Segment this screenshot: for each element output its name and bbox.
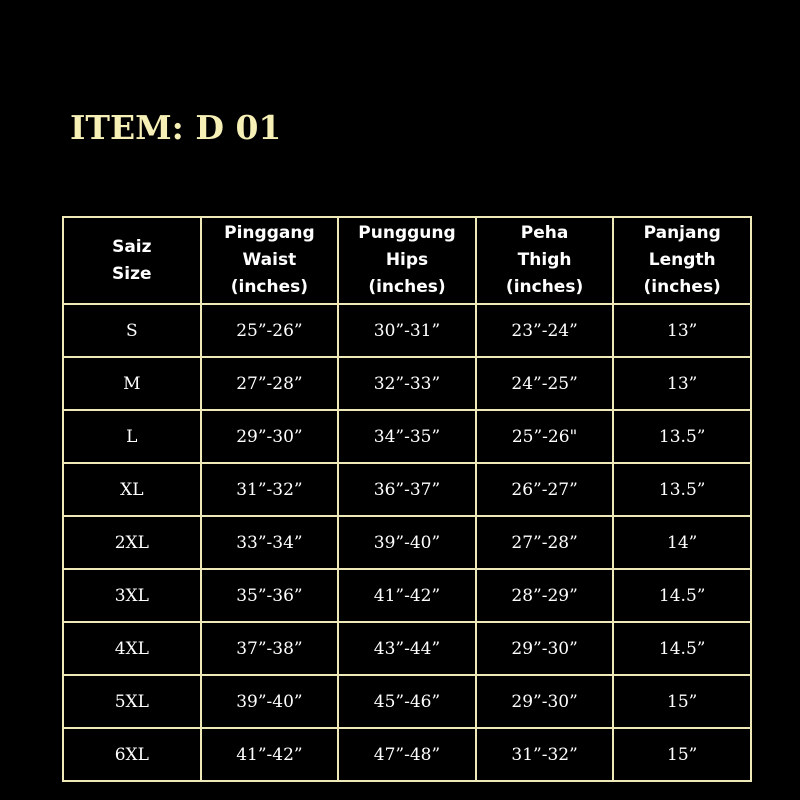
- cell-thigh: 28”-29”: [476, 569, 614, 622]
- cell-size: 3XL: [63, 569, 201, 622]
- header-label: Panjang: [643, 223, 721, 243]
- header-label: Saiz: [112, 236, 152, 257]
- cell-length: 13”: [613, 304, 751, 357]
- cell-thigh: 29”-30”: [476, 675, 614, 728]
- cell-thigh: 26”-27”: [476, 463, 614, 516]
- header-size: [63, 217, 201, 304]
- cell-hips: 30”-31”: [338, 304, 476, 357]
- header-label: Pinggang: [224, 223, 315, 243]
- cell-waist: 25”-26”: [201, 304, 339, 357]
- header-label: Thigh: [517, 250, 572, 270]
- cell-size: 6XL: [63, 728, 201, 781]
- cell-waist: 37”-38”: [201, 622, 339, 675]
- cell-size: M: [63, 357, 201, 410]
- cell-waist: 41”-42”: [201, 728, 339, 781]
- cell-thigh: 25”-26": [476, 410, 614, 463]
- cell-hips: 43”-44”: [338, 622, 476, 675]
- cell-size: XL: [63, 463, 201, 516]
- table-row: [63, 304, 751, 357]
- cell-thigh: 23”-24”: [476, 304, 614, 357]
- header-unit: (inches): [643, 277, 721, 297]
- cell-waist: 29”-30”: [201, 410, 339, 463]
- table-header-row: [63, 217, 751, 304]
- size-chart-table: [62, 216, 752, 782]
- table-row: [63, 675, 751, 728]
- table-row: [63, 516, 751, 569]
- cell-thigh: 29”-30”: [476, 622, 614, 675]
- cell-length: 13.5”: [613, 410, 751, 463]
- header-label: Waist: [242, 250, 297, 270]
- cell-hips: 41”-42”: [338, 569, 476, 622]
- cell-length: 14.5”: [613, 622, 751, 675]
- cell-hips: 34”-35”: [338, 410, 476, 463]
- header-waist: [201, 217, 339, 304]
- cell-waist: 31”-32”: [201, 463, 339, 516]
- table-row: [63, 728, 751, 781]
- header-unit: (inches): [505, 277, 584, 297]
- table-row: [63, 357, 751, 410]
- cell-hips: 45”-46”: [338, 675, 476, 728]
- cell-thigh: 31”-32”: [476, 728, 614, 781]
- header-label: Size: [112, 263, 152, 284]
- cell-waist: 27”-28”: [201, 357, 339, 410]
- cell-length: 13”: [613, 357, 751, 410]
- cell-size: 5XL: [63, 675, 201, 728]
- cell-length: 15”: [613, 675, 751, 728]
- cell-waist: 35”-36”: [201, 569, 339, 622]
- cell-length: 13.5”: [613, 463, 751, 516]
- cell-waist: 39”-40”: [201, 675, 339, 728]
- page-title: ITEM: D 01: [70, 108, 282, 147]
- header-thigh: [476, 217, 614, 304]
- cell-thigh: 24”-25”: [476, 357, 614, 410]
- table-row: [63, 622, 751, 675]
- header-label: Peha: [520, 223, 569, 243]
- header-label: Punggung: [358, 223, 456, 243]
- cell-size: 4XL: [63, 622, 201, 675]
- header-hips: [338, 217, 476, 304]
- header-label: Hips: [385, 250, 429, 270]
- cell-size: 2XL: [63, 516, 201, 569]
- cell-size: S: [63, 304, 201, 357]
- cell-hips: 47”-48”: [338, 728, 476, 781]
- cell-length: 14.5”: [613, 569, 751, 622]
- table-row: [63, 410, 751, 463]
- cell-length: 15”: [613, 728, 751, 781]
- cell-size: L: [63, 410, 201, 463]
- table-row: [63, 569, 751, 622]
- header-label: Length: [648, 250, 716, 270]
- header-unit: (inches): [230, 277, 309, 297]
- cell-hips: 39”-40”: [338, 516, 476, 569]
- cell-length: 14”: [613, 516, 751, 569]
- table-row: [63, 463, 751, 516]
- header-length: [613, 217, 751, 304]
- cell-hips: 36”-37”: [338, 463, 476, 516]
- header-unit: (inches): [368, 277, 446, 297]
- cell-thigh: 27”-28”: [476, 516, 614, 569]
- cell-waist: 33”-34”: [201, 516, 339, 569]
- cell-hips: 32”-33”: [338, 357, 476, 410]
